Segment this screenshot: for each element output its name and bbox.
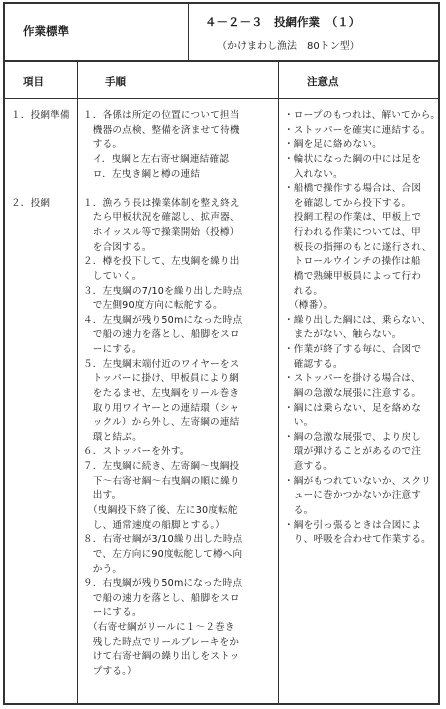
procedure-line: ６．ストッパーを外す。 bbox=[83, 446, 190, 458]
procedure-line: ９．右曳綱が残り50mになった時点 bbox=[83, 578, 243, 590]
column-header-procedure: 手順 bbox=[105, 76, 126, 88]
procedure-line: たら甲板状況を確認し、拡声器、 bbox=[83, 212, 240, 224]
column-divider-1 bbox=[77, 62, 78, 703]
procedure-line: ３．左曳綱の7/10を繰り出した時点 bbox=[83, 285, 243, 297]
procedure-line: ４．左曳綱が残り50mになった時点 bbox=[83, 314, 243, 326]
procedure-line: で船の速力を落とし、船脚をスロ bbox=[83, 329, 240, 341]
note-line: ・ストッパーを確実に連結する。 bbox=[284, 124, 431, 136]
procedure-line: 環と結ぶ。 bbox=[83, 431, 142, 443]
procedure-line: トッパーに掛け、甲板員により網 bbox=[83, 373, 240, 385]
header-left-cell bbox=[5, 4, 189, 60]
note-line: 確認する。 bbox=[284, 358, 343, 370]
note-line: ・ストッパーを掛ける場合は、 bbox=[284, 373, 421, 385]
item-2: ２．投網 bbox=[11, 198, 51, 209]
note-line: ・綱には乗らない、足を絡めな bbox=[284, 402, 422, 414]
procedure-line: ５．左曳綱末端付近のワイヤーをス bbox=[83, 358, 240, 370]
procedure-line: 残した時点でリールブレーキをか bbox=[83, 636, 240, 648]
note-line: ・作業が終了する毎に、合図で bbox=[284, 344, 422, 356]
note-line: トロールウインチの操作は船 bbox=[284, 256, 421, 268]
procedure-line: １．漁ろう長は操業体制を整え終え bbox=[83, 197, 240, 209]
procedure-line: する。 bbox=[83, 139, 123, 151]
column-header-notes: 注意点 bbox=[307, 76, 339, 88]
note-line: ・船橋で操作する場合は、合図 bbox=[284, 183, 422, 195]
procedure-line: かう。 bbox=[83, 563, 123, 575]
note-line: 橋で熟練甲板員によって行わ bbox=[284, 270, 422, 282]
procedure-line: ックル）から外し、左寄綱の連結 bbox=[83, 417, 240, 429]
note-line: ・綱を引っ張るときは合図によ bbox=[284, 519, 422, 531]
header-row bbox=[5, 4, 438, 62]
note-line: 行われる作業については、甲 bbox=[284, 227, 421, 239]
note-line: 投網工程の作業は、甲板上で bbox=[284, 212, 422, 224]
procedure-line: プする。） bbox=[83, 665, 137, 677]
note-line: またがない、触らない。 bbox=[284, 329, 402, 341]
procedure-line: 機器の点検、整備を済ませて待機 bbox=[83, 124, 240, 136]
note-line: （樽番）。 bbox=[284, 300, 334, 312]
note-line: 入れない。 bbox=[284, 168, 343, 180]
note-line: ・輪状になった綱の中には足を bbox=[284, 153, 422, 165]
procedure-line: ８．右寄せ綱が3/10繰り出した時点 bbox=[83, 534, 243, 546]
procedure-line: で、左方向に90度転舵して樽へ向 bbox=[83, 548, 243, 560]
procedure-line: 出す。 bbox=[83, 490, 122, 502]
procedure-line: 取り用ワイヤーとの連結環（シャ bbox=[83, 402, 240, 414]
note-line: ・綱の急激な展張で、より戻し bbox=[284, 431, 421, 443]
note-line: れる。 bbox=[284, 285, 324, 297]
column-divider-2 bbox=[278, 62, 279, 703]
note-line: い。 bbox=[284, 417, 314, 429]
note-line: を確認してから投下する。 bbox=[284, 197, 412, 209]
item-1: １．投網準備 bbox=[11, 110, 70, 121]
note-line: り、呼吸を合わせて作業する。 bbox=[284, 534, 431, 546]
procedure-line: を合図する。 bbox=[83, 241, 152, 253]
work-standard-label: 作業標準 bbox=[23, 24, 69, 38]
procedure-line: をたるませ、左曳綱をリール巻き bbox=[83, 387, 240, 399]
note-line: ・綱がもつれていないか、スクリ bbox=[284, 475, 431, 487]
note-line: ・綱を足に絡めない。 bbox=[284, 139, 382, 151]
work-standard-table bbox=[3, 2, 440, 705]
note-line: 環が弾けることがあるので注 bbox=[284, 446, 422, 458]
note-line: 綱の急激な展張に注意する。 bbox=[284, 387, 422, 399]
procedure-line: で左側90度方向に転舵する。 bbox=[83, 300, 223, 312]
note-line: ・ロープのもつれは、解いてから。 bbox=[284, 110, 441, 121]
header-right-cell bbox=[189, 4, 438, 60]
procedure-line: ロ．左曳き綱と樽の連結 bbox=[83, 168, 201, 180]
procedure-line: ２．樽を投下して、左曳綱を繰り出 bbox=[83, 256, 240, 268]
procedure-line: ホイッスル等で操業開始（投樽） bbox=[83, 227, 240, 239]
procedure-line: （右寄せ綱がリールに１～２巻き bbox=[83, 622, 235, 634]
procedure-line: 下～右寄せ綱～右曳綱の順に繰り bbox=[83, 475, 240, 487]
procedure-line: し、通常速度の船脚とする。） bbox=[83, 519, 226, 531]
procedure-line: けて右寄せ綱の繰り出しをストッ bbox=[83, 651, 240, 663]
procedure-line: イ．曳綱と左右寄せ綱連結確認 bbox=[83, 153, 230, 165]
procedure-line: １．各係は所定の位置について担当 bbox=[83, 110, 240, 121]
document-title: ４－２－３ 投網作業 （１） bbox=[205, 15, 361, 29]
procedure-line: していく。 bbox=[83, 270, 142, 282]
note-line: る。 bbox=[284, 505, 314, 516]
procedure-line: で船の速力を落とし、船脚をスロ bbox=[83, 592, 240, 604]
procedure-line: （曳綱投下終了後、左に30度転舵 bbox=[83, 505, 238, 516]
note-line: 意する。 bbox=[284, 461, 333, 473]
note-line: 板長の指揮のもとに遂行され、 bbox=[284, 241, 432, 253]
note-line: ・繰り出した綱には、乗らない、 bbox=[284, 314, 431, 326]
note-line: ューに巻かつかないか注意す bbox=[284, 490, 422, 502]
document-subtitle: （かけまわし漁法 80トン型） bbox=[217, 41, 360, 52]
column-header-row bbox=[5, 62, 438, 99]
column-header-item: 項目 bbox=[23, 76, 44, 88]
procedure-line: ーにする。 bbox=[83, 344, 142, 356]
procedure-line: ーにする。 bbox=[83, 607, 142, 619]
procedure-line: ７．左曳綱に続き、左寄綱～曳綱投 bbox=[83, 461, 240, 473]
